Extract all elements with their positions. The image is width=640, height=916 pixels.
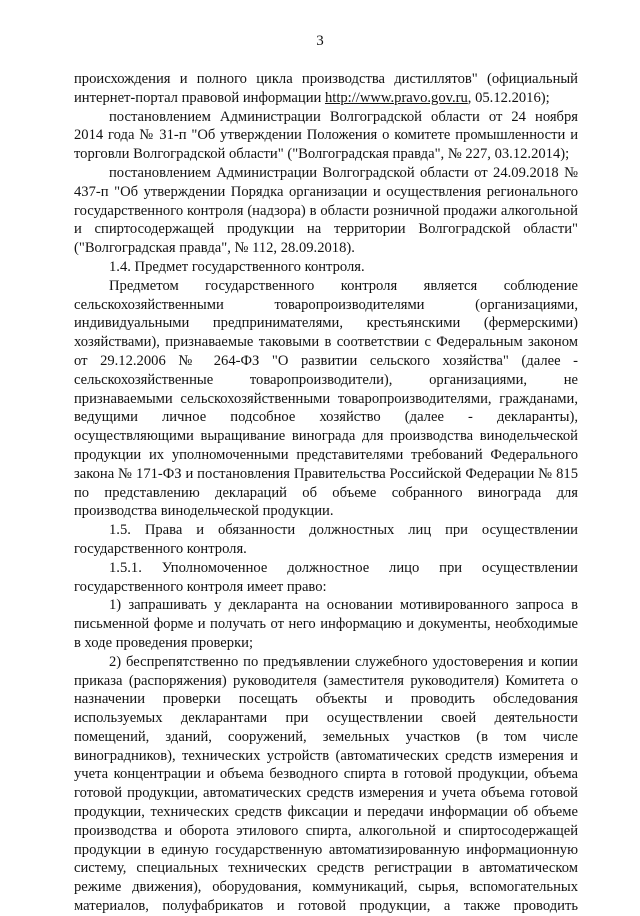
list-item-2: 2) беспрепятственно по предъявлении служебного удостоверения и копии приказа (распоряжения) руководителя (заместителя руководителя) Комитета о назначении проверки посещать объекты и проводить обследования используемых декларантами при осуществлении своей деятельности помещений, зданий, сооружений, земельных участков (в том числе виноградников), технических устройств (автоматических средств измерения и учета концентрации и объема безводного спирта в готовой продукции, объема готовой продукции, автоматических средств измерения и учета объема готовой продукции, технических средств фиксации и передачи информации об объеме производства и оборота этилового спирта, алкогольной и спиртосодержащей продукции в единую государственную автоматизированную информационную систему, специальных технических средств регистрации в автоматическом режиме движения), оборудования, коммуникаций, сырья, вспомогательных материалов, полуфабрикатов и готовой продукции, а также проводить <box>74 653 578 915</box>
paragraph-sources-continued <box>74 70 578 108</box>
section-heading-1-5-1: 1.5.1. Уполномоченное должностное лицо при осуществлении государственного контроля имеет право: <box>74 559 578 595</box>
page-number: 3 <box>316 33 324 49</box>
paragraph-text: происхождения и полного цикла производства дистиллятов" (официальный интернет-портал правовой информации <box>74 71 578 106</box>
list-item-1: 1) запрашивать у декларанта на основании мотивированного запроса в письменной форме и получать от него информацию и документы, необходимые в ходе проведения проверки; <box>74 597 578 651</box>
paragraph-text: , 05.12.2016); <box>467 89 550 106</box>
section-heading-1-4: 1.4. Предмет государственного контроля. <box>109 258 365 275</box>
pravo-gov-link[interactable]: http://www.pravo.gov.ru <box>324 89 468 106</box>
document-body <box>74 70 578 916</box>
paragraph-resolution-31p: постановлением Администрации Волгоградской области от 24 ноября 2014 года № 31-п "Об утверждении Положения о комитете промышленности и торговли Волгоградской области" ("Волгоградская правда", № 227, 03.12.2014); <box>74 108 578 163</box>
paragraph-resolution-437p: постановлением Администрации Волгоградской области от 24.09.2018 № 437-п "Об утверждении Порядка организации и осуществления регионального государственного контроля (надзора) в области розничной продажи алкогольной и спиртосодержащей продукции на территории Волгоградской области" ("Волгоградская правда", № 112, 28.09.2018). <box>74 164 578 257</box>
section-heading-1-5: 1.5. Права и обязанности должностных лиц при осуществлении государственного контроля. <box>74 522 578 557</box>
paragraph-subject-of-control: Предметом государственного контроля является соблюдение сельскохозяйственными товаропроизводителями (организациями, индивидуальными предпринимателями, крестьянскими (фермерскими) хозяйствами), признаваемые таковыми в соответствии с Федеральным законом от 29.12.2006 № 264-ФЗ "О развитии сельского хозяйства" (далее - сельскохозяйственные товаропроизводители), организациями, не признаваемыми сельскохозяйственными товаропроизводителями, гражданами, ведущими личное подсобное хозяйство (далее - декларанты), осуществляющими выращивание винограда для производства винодельческой продукции их уполномоченными представителями требований Федерального закона № 171-ФЗ и постановления Правительства Российской Федерации № 815 по представлению деклараций об объеме собранного винограда для производства винодельческой продукции. <box>74 277 578 520</box>
